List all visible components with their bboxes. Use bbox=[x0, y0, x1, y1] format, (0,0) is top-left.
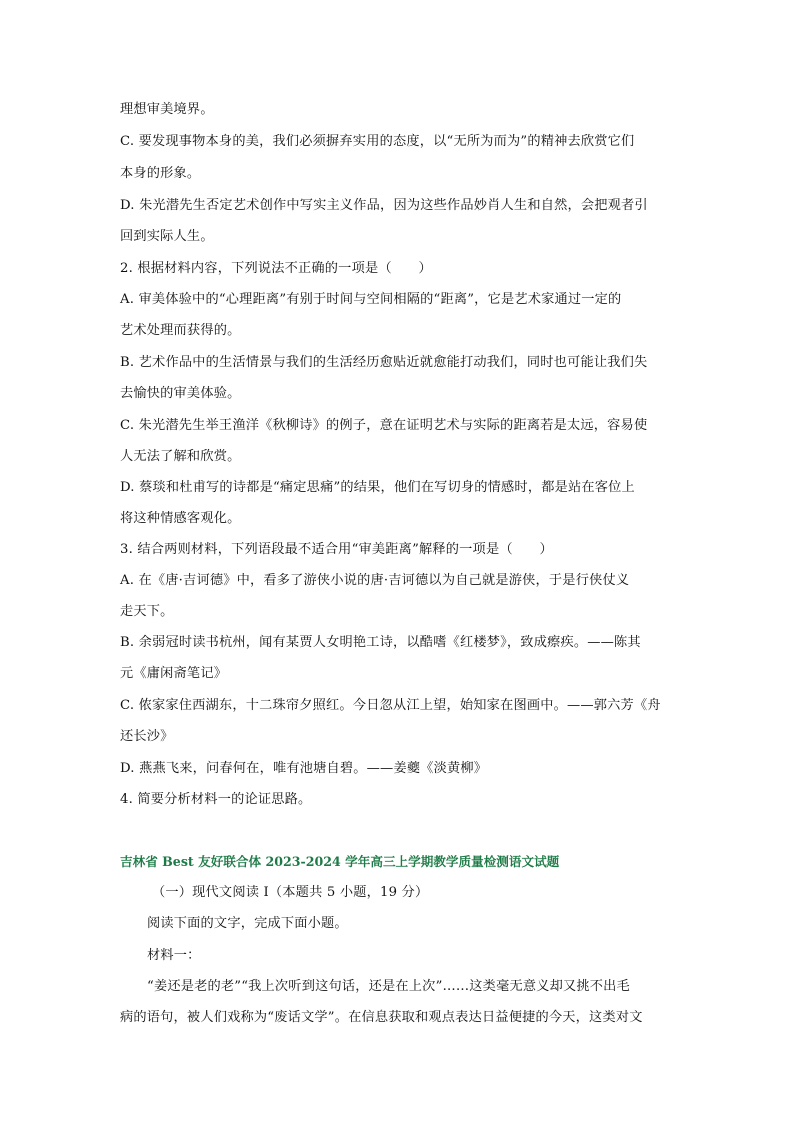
question-3: 3. 结合两则材料，下列语段最不适合用“审美距离”解释的一项是（ ） bbox=[120, 542, 553, 557]
text-line: 人无法了解和欣赏。 bbox=[120, 449, 241, 464]
text-line: 艺术处理而获得的。 bbox=[120, 323, 241, 338]
material-label: 材料一： bbox=[147, 948, 201, 963]
text-line: A. 审美体验中的“心理距离”有别于时间与空间相隔的“距离”，它是艺术家通过一定的 bbox=[120, 292, 622, 307]
text-line: 理想审美境界。 bbox=[120, 102, 214, 117]
text-line: 回到实际人生。 bbox=[120, 229, 214, 244]
text-line: 走天下。 bbox=[120, 604, 174, 619]
question-4: 4. 简要分析材料一的论证思路。 bbox=[120, 792, 312, 807]
text-line: A. 在《唐·吉诃德》中，看多了游侠小说的唐·吉诃德以为自己就是游侠，于是行侠仗义 bbox=[120, 573, 630, 588]
text-line: B. 艺术作品中的生活情景与我们的生活经历愈贴近就愈能打动我们，同时也可能让我们失 bbox=[120, 355, 648, 370]
text-line: C. 要发现事物本身的美，我们必须摒弃实用的态度，以“无所为而为”的精神去欣赏它们 bbox=[120, 134, 635, 149]
text-line: D. 燕燕飞来，问春何在，唯有池塘自碧。——姜夔《淡黄柳》 bbox=[120, 761, 488, 776]
text-line: D. 朱光潜先生否定艺术创作中写实主义作品，因为这些作品妙肖人生和自然，会把观者引 bbox=[120, 198, 648, 213]
section-subtitle: （一）现代文阅读 I（本题共 5 小题，19 分） bbox=[152, 885, 429, 900]
text-line: D. 蔡琰和杜甫写的诗都是“痛定思痛”的结果，他们在写切身的情感时，都是站在客位上 bbox=[120, 480, 635, 495]
question-2: 2. 根据材料内容，下列说法不正确的一项是（ ） bbox=[120, 261, 432, 276]
text-line: 元《庸闲斋笔记》 bbox=[120, 666, 228, 681]
section-title: 吉林省 Best 友好联合体 2023-2024 学年高三上学期教学质量检测语文试题 bbox=[120, 854, 560, 869]
text-line: 本身的形象。 bbox=[120, 166, 201, 181]
instruction-line: 阅读下面的文字，完成下面小题。 bbox=[147, 916, 348, 931]
text-line: C. 朱光潜先生举王渔洋《秋柳诗》的例子，意在证明艺术与实际的距离若是太远，容易使 bbox=[120, 418, 648, 433]
text-line: 还长沙》 bbox=[120, 729, 174, 744]
text-line: 将这种情感客观化。 bbox=[120, 511, 241, 526]
text-line: C. 侬家家住西湖东，十二珠帘夕照红。今日忽从江上望，始知家在图画中。——郭六芳《舟 bbox=[120, 698, 661, 713]
text-line: B. 余弱冠时读书杭州，闻有某贾人女明艳工诗，以酷嗜《红楼梦》，致成瘵疾。——陈其 bbox=[120, 635, 641, 650]
text-line: 病的语句，被人们戏称为“废话文学”。在信息获取和观点表达日益便捷的今天，这类对文 bbox=[120, 1010, 643, 1025]
text-line: 去愉快的审美体验。 bbox=[120, 386, 241, 401]
text-line: “姜还是老的老”“我上次听到这句话，还是在上次”……这类毫无意义却又挑不出毛 bbox=[147, 979, 630, 994]
